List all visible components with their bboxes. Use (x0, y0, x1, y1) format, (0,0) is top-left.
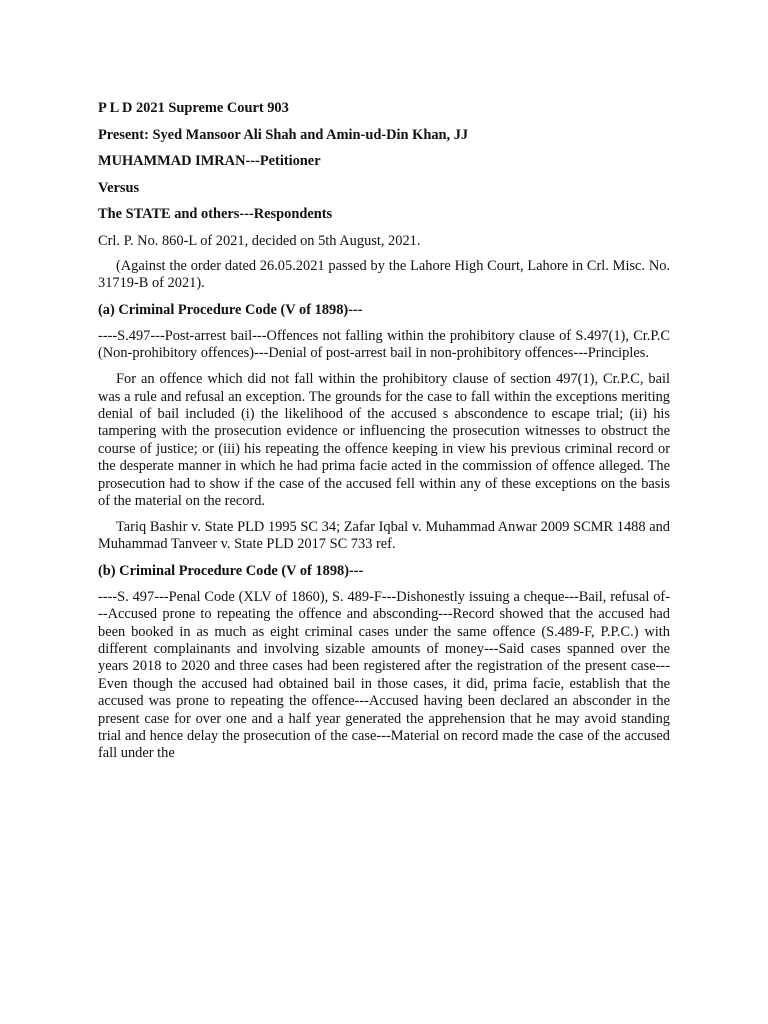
case-citation: P L D 2021 Supreme Court 903 (98, 100, 289, 116)
against-order: (Against the order dated 26.05.2021 passed by the Lahore High Court, Lahore in Crl. Misc. No. 31719-B of 2021). (98, 258, 670, 292)
respondents-name: The STATE and others---Respondents (98, 206, 333, 222)
bench-present: Present: Syed Mansoor Ali Shah and Amin-ud-Din Khan, JJ (98, 126, 469, 143)
case-number: Crl. P. No. 860-L of 2021, decided on 5th August, 2021. (98, 232, 421, 249)
judgment-page (98, 99, 670, 771)
petitioner-name: MUHAMMAD IMRAN---Petitioner (98, 153, 321, 169)
section-a-body: For an offence which did not fall within the prohibitory clause of section 497(1), Cr.P.C, bail was a rule and refusal an exception. The grounds for the case to fall within the exceptions meriting denial of bail included (i) the likelihood of the accused s abscondence to escape trial; (ii) his tampering with the prosecution evidence or influencing the prosecution witnesses to obstruct the course of justice; or (iii) his repeating the offence keeping in view his previous criminal record or the desperate manner in which he had prima facie acted in the commission of offence alleged. The prosecution had to show if the case of the accused fell within any of these exceptions on the basis of the material on the record. (98, 371, 670, 509)
section-a-heading: (a) Criminal Procedure Code (V of 1898)--- (98, 302, 363, 319)
section-a-references: Tariq Bashir v. State PLD 1995 SC 34; Zafar Iqbal v. Muhammad Anwar 2009 SCMR 1488 and Muhammad Tanveer v. State PLD 2017 SC 733 ref. (98, 518, 670, 553)
section-a-catchwords: ----S.497---Post-arrest bail---Offences not falling within the prohibitory clause of S.497(1), Cr.P.C (Non-prohibitory offences)---Denial of post-arrest bail in non-prohibitory offences---Principles. (98, 327, 670, 362)
section-b-catchwords: ----S. 497---Penal Code (XLV of 1860), S. 489-F---Dishonestly issuing a cheque---Bail, refusal of---Accused prone to repeating the offence and absconding---Record showed that the accused had been booked in as much as eight criminal cases under the same offence (S.489-F, P.P.C.) with different complainants and involving sizable amounts of money---Said cases spanned over the years 2018 to 2020 and three cases had been registered after the registration of the present case---Even though the accused had obtained bail in those cases, it did, prima facie, establish that the accused was prone to repeating the offence---Accused having been declared an absconder in the present case for over one and a half year generated the apprehension that he may avoid standing trial and hence delay the prosecution of the case---Material on record made the case of the accused fall under the (98, 588, 670, 762)
section-b-heading: (b) Criminal Procedure Code (V of 1898)--- (98, 563, 364, 580)
versus-label: Versus (98, 179, 140, 196)
